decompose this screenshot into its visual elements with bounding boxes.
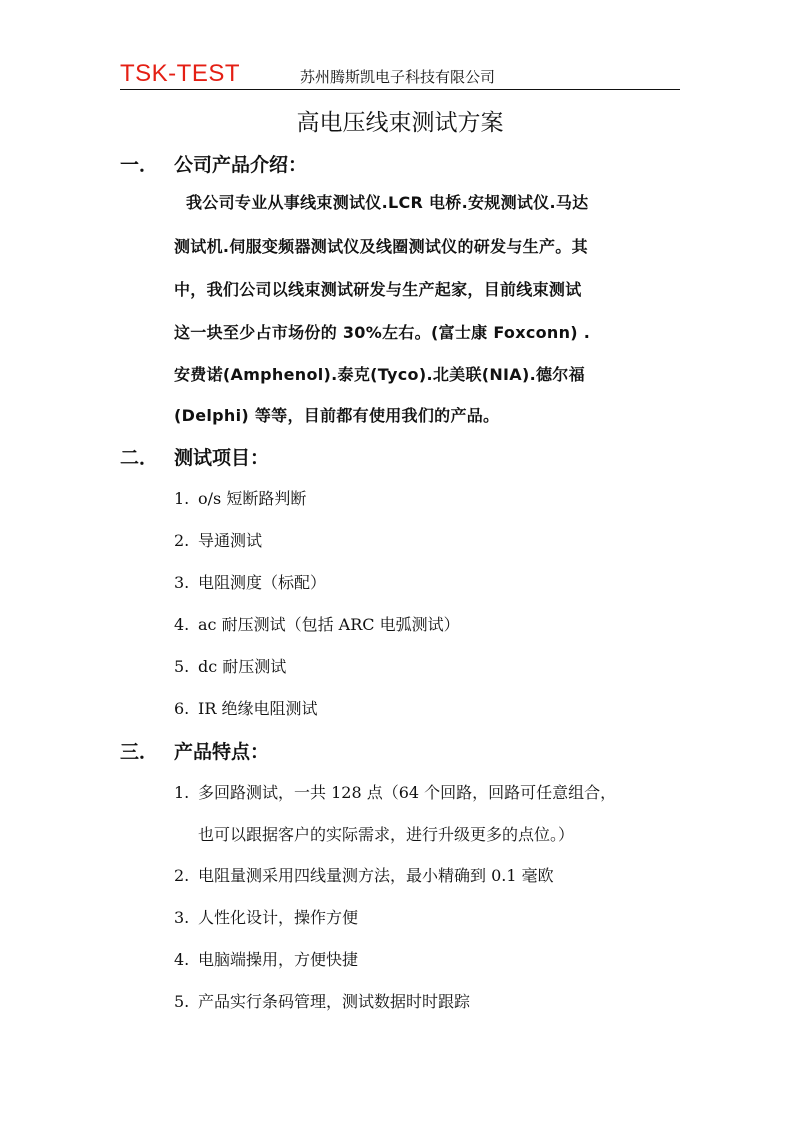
section-heading-intro — [120, 150, 307, 177]
list-item: 1. o/s 短断路判断 — [174, 489, 307, 508]
list-item: 5. 产品实行条码管理，测试数据时时跟踪 — [174, 992, 471, 1011]
list-item: 6. IR 绝缘电阻测试 — [174, 699, 318, 718]
section-number: 二． — [120, 447, 159, 469]
list-item: 3. 电阻测度（标配） — [174, 573, 327, 592]
list-item: 4. ac 耐压测试（包括 ARC 电弧测试） — [174, 615, 460, 634]
section-title: 公司产品介绍： — [174, 154, 308, 176]
section-heading-features — [120, 737, 269, 764]
intro-paragraph-line: (Delphi) 等等，目前都有使用我们的产品。 — [174, 406, 500, 425]
intro-paragraph-line: 中，我们公司以线束测试研发与生产起家，目前线束测试 — [174, 280, 582, 299]
list-item: 4. 电脑端操用，方便快捷 — [174, 950, 359, 969]
intro-paragraph-line: 安费诺(Amphenol).泰克(Tyco).北美联(NIA).德尔福 — [174, 365, 585, 384]
list-item: 2. 电阻量测采用四线量测方法，最小精确到 0.1 毫欧 — [174, 866, 554, 885]
section-title: 测试项目： — [174, 447, 270, 469]
list-item: 5. dc 耐压测试 — [174, 657, 287, 676]
section-number: 三． — [120, 741, 159, 763]
list-item-continuation: 也可以跟据客户的实际需求，进行升级更多的点位。） — [198, 825, 575, 844]
list-item: 2. 导通测试 — [174, 531, 263, 550]
brand-logo-text: TSK-TEST — [120, 60, 241, 87]
section-title: 产品特点： — [174, 741, 270, 763]
company-name: 苏州腾斯凯电子科技有限公司 — [300, 68, 496, 86]
intro-paragraph-line: 我公司专业从事线束测试仪.LCR 电桥.安规测试仪.马达 — [186, 193, 589, 212]
intro-paragraph-line: 测试机.伺服变频器测试仪及线圈测试仪的研发与生产。其 — [174, 237, 588, 256]
header-divider — [120, 89, 680, 90]
section-number: 一． — [120, 154, 159, 176]
intro-paragraph-line: 这一块至少占市场份的 30%左右。(富士康 Foxconn) . — [174, 323, 591, 342]
section-heading-test-items — [120, 443, 269, 470]
page-header — [120, 58, 680, 92]
list-item: 1. 多回路测试，一共 128 点（64 个回路，回路可任意组合， — [174, 783, 617, 802]
document-title: 高电压线束测试方案 — [296, 110, 504, 136]
list-item: 3. 人性化设计，操作方便 — [174, 908, 359, 927]
